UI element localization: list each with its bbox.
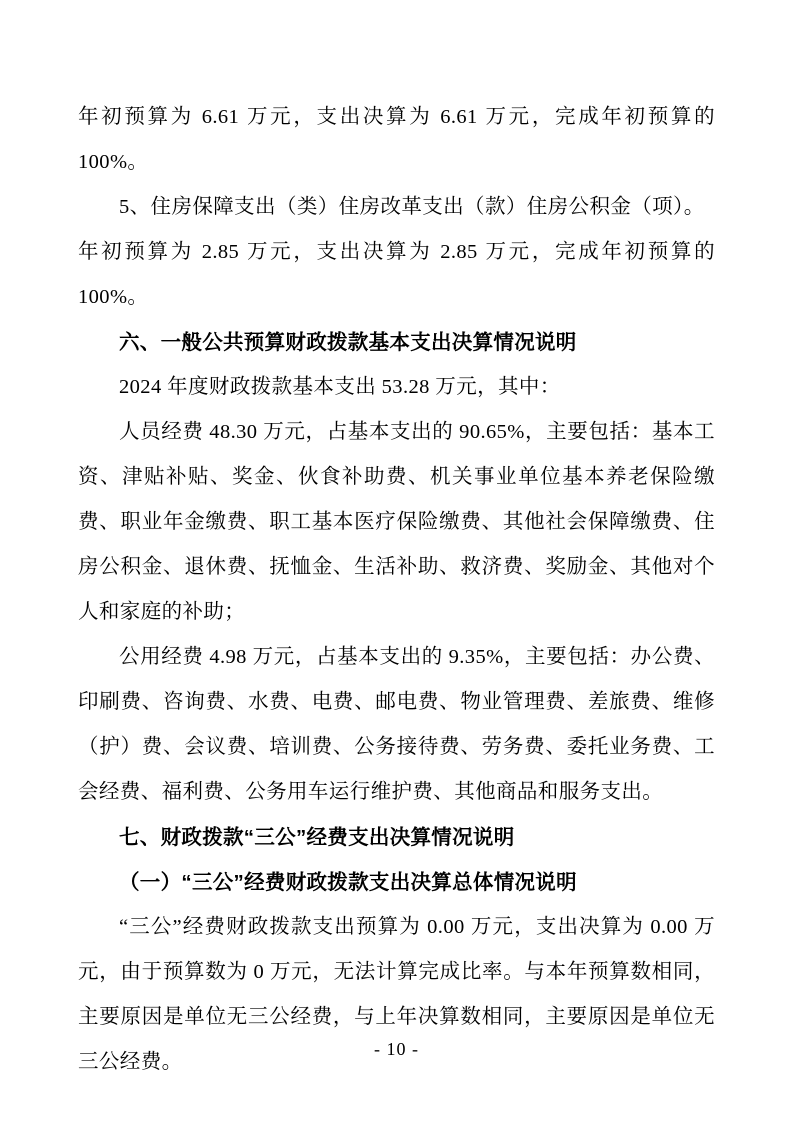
paragraph-personnel-expenses: 人员经费 48.30 万元，占基本支出的 90.65%，主要包括：基本工资、津贴补贴、奖金、伙食补助费、机关事业单位基本养老保险缴费、职业年金缴费、职工基本医疗保险缴费、其他社会保障缴费、住房公积金、退休费、抚恤金、生活补助、救济费、奖励金、其他对个人和家庭的补助； <box>78 421 715 623</box>
heading-section-six: 六、一般公共预算财政拨款基本支出决算情况说明 <box>119 331 577 354</box>
paragraph-budget-6-61: 年初预算为 6.61 万元，支出决算为 6.61 万元，完成年初预算的 100%。 <box>78 106 715 173</box>
paragraph-three-public-expenses: “三公”经费财政拨款支出预算为 0.00 万元，支出决算为 0.00 万元，由于预算数为 0 万元，无法计算完成比率。与本年预算数相同，主要原因是单位无三公经费，与上年决算数相同，主要原因是单位无三公经费。 <box>78 916 715 1073</box>
paragraph-basic-expenditure-total: 2024 年度财政拨款基本支出 53.28 万元，其中： <box>119 376 561 398</box>
subheading-section-seven-one: （一）“三公”经费财政拨款支出决算总体情况说明 <box>119 871 577 894</box>
document-body <box>78 95 715 1085</box>
paragraph-budget-2-85: 年初预算为 2.85 万元，支出决算为 2.85 万元，完成年初预算的 100%。 <box>78 241 715 308</box>
paragraph-public-expenses: 公用经费 4.98 万元，占基本支出的 9.35%，主要包括：办公费、印刷费、咨询费、水费、电费、邮电费、物业管理费、差旅费、维修（护）费、会议费、培训费、公务接待费、劳务费、委托业务费、工会经费、福利费、公务用车运行维护费、其他商品和服务支出。 <box>78 646 715 803</box>
page-number: - 10 - <box>374 1039 419 1059</box>
heading-section-seven: 七、财政拨款“三公”经费支出决算情况说明 <box>119 826 515 849</box>
paragraph-item-5-housing: 5、住房保障支出（类）住房改革支出（款）住房公积金（项）。 <box>119 196 705 218</box>
